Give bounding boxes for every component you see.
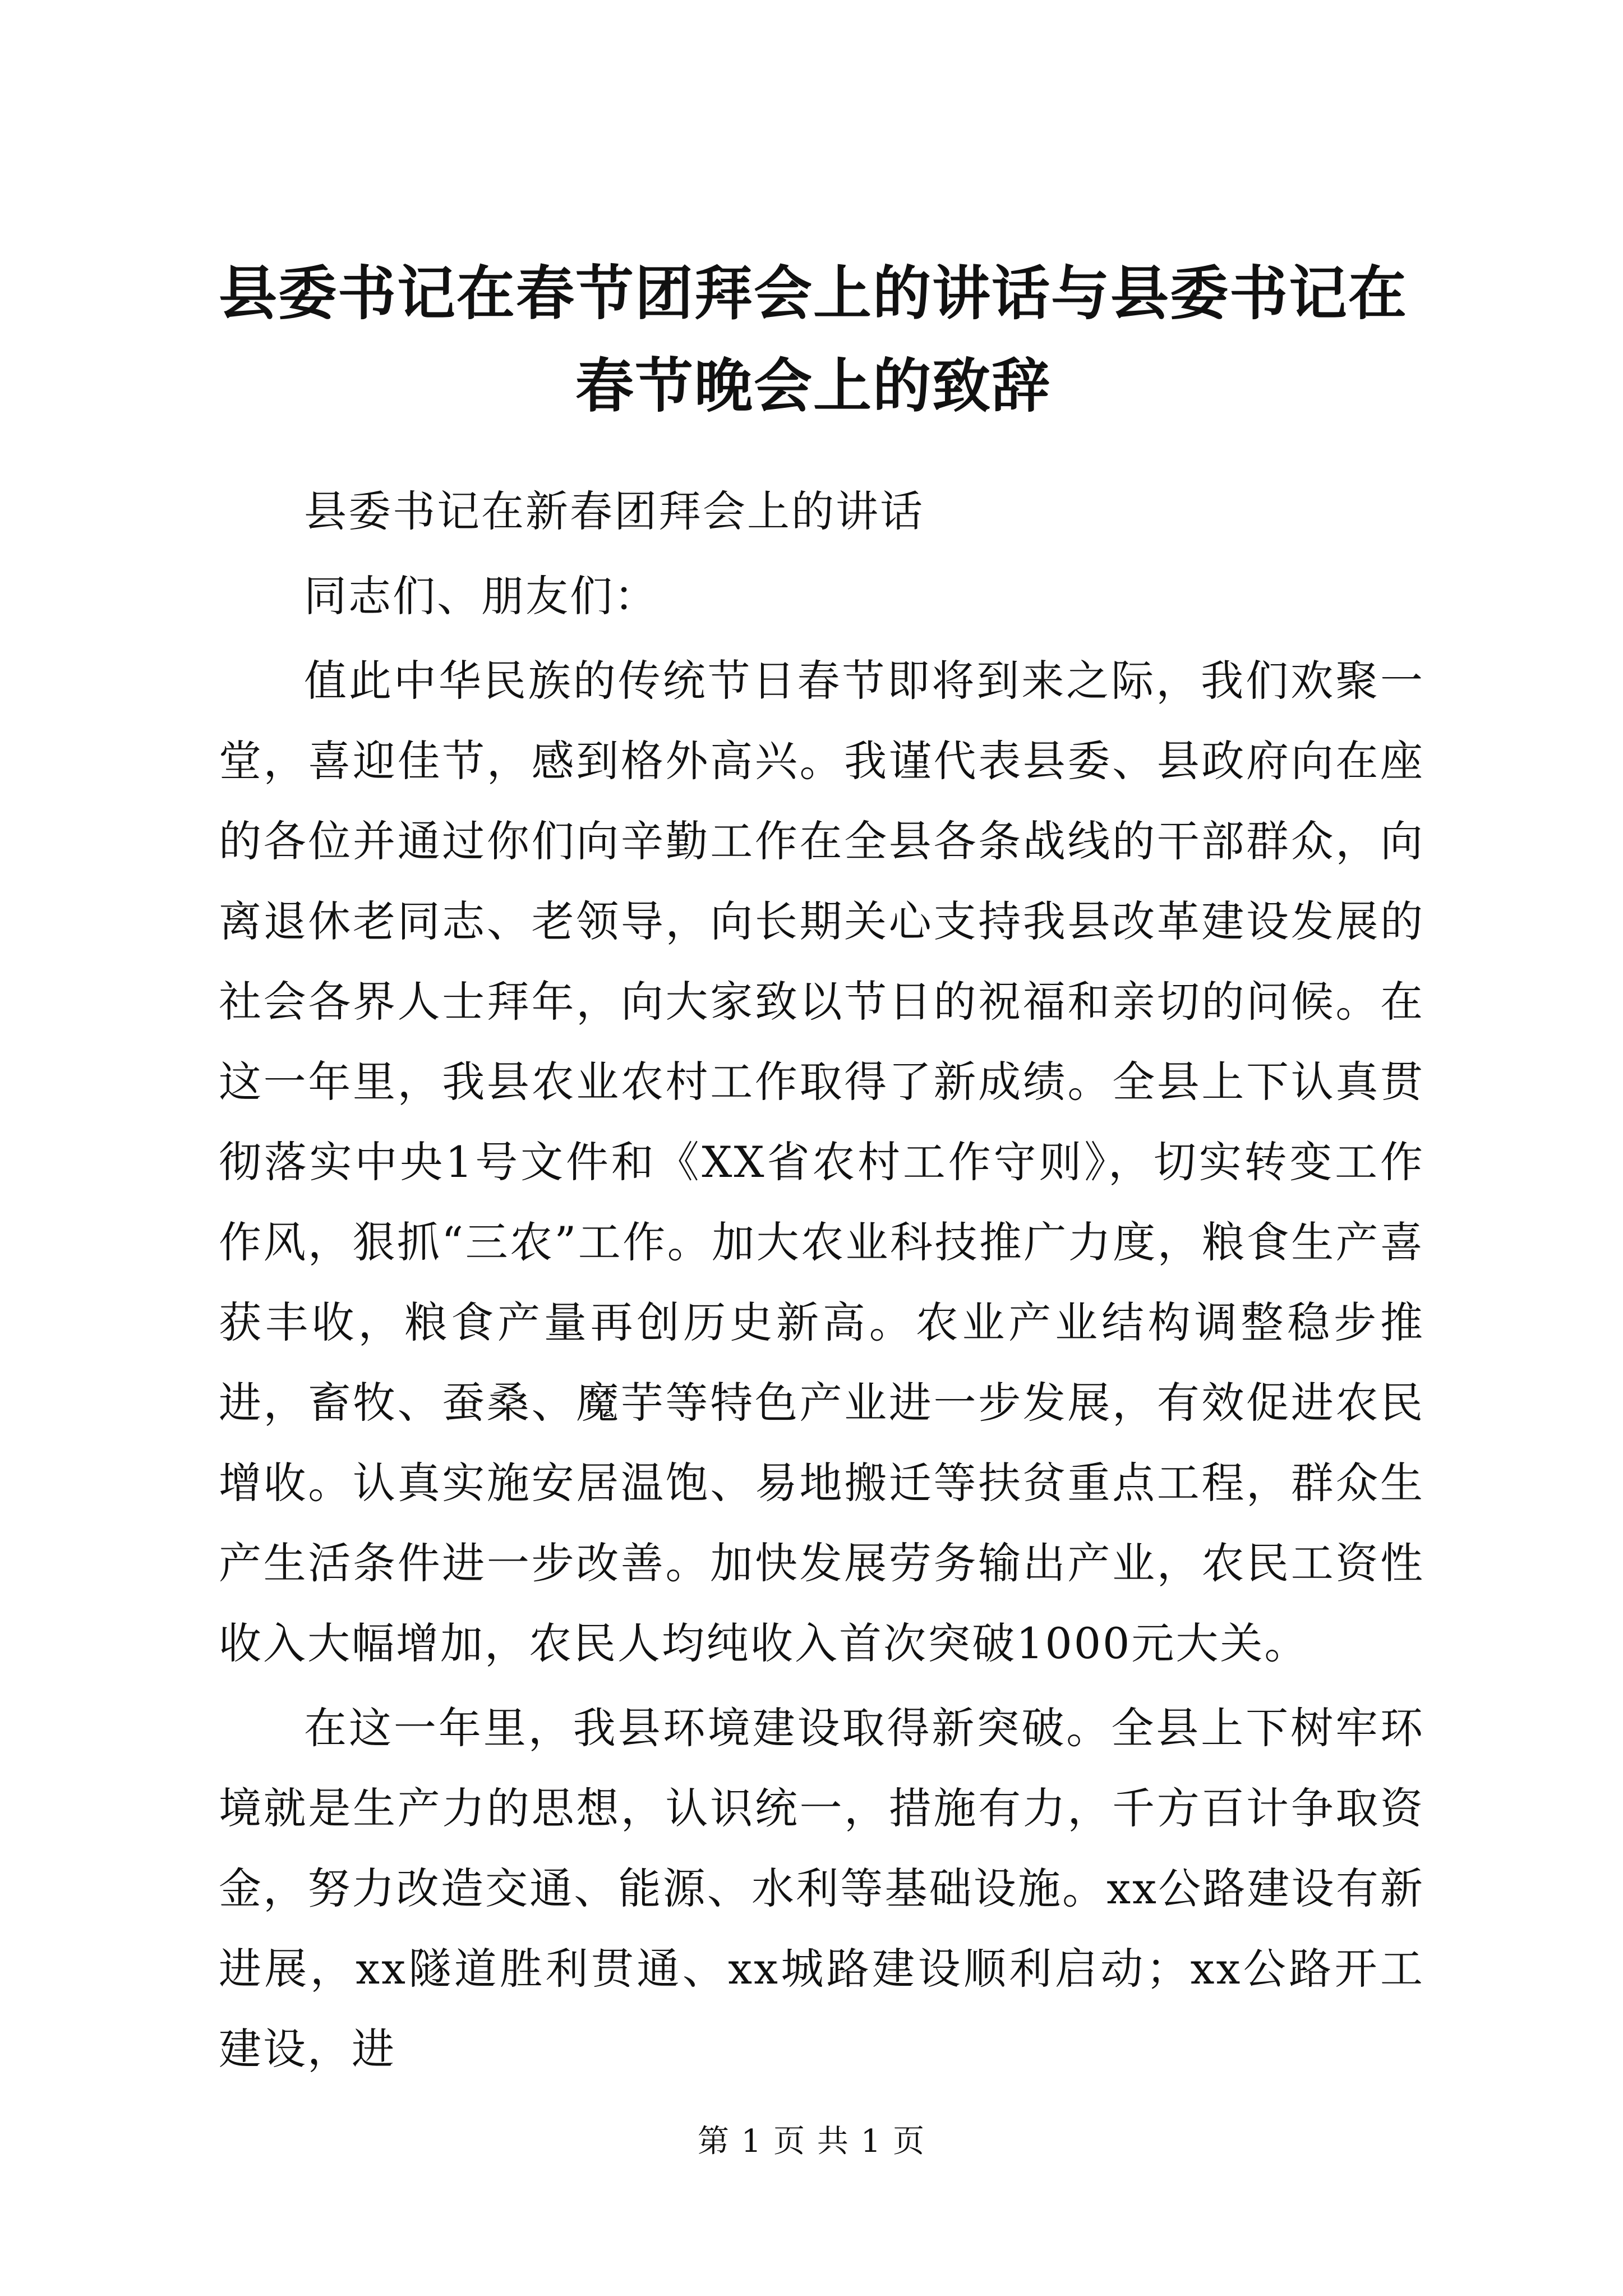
page-footer: 第 1 页 共 1 页 [697,2123,926,2160]
subtitle-paragraph: 县委书记在新春团拜会上的讲话 [304,486,924,536]
document-title [219,247,1408,432]
document-body [219,471,1424,2093]
body-paragraph: 在这一年里，我县环境建设取得新突破。全县上下树牢环境就是生产力的思想，认识统一，措施有力，千方百计争取资金，努力改造交通、能源、水利等基础设施。xx公路建设有新进展，xx隧道胜利贯通、xx城路建设顺利启动；xx公路开工建设，进 [219,1703,1424,2074]
body-paragraph: 值此中华民族的传统节日春节即将到来之际，我们欢聚一堂，喜迎佳节，感到格外高兴。我谨代表县委、县政府向在座的各位并通过你们向辛勤工作在全县各条战线的干部群众，向离退休老同志、老领导，向长期关心支持我县改革建设发展的社会各界人士拜年，向大家致以节日的祝福和亲切的问候。在这一年里，我县农业农村工作取得了新成绩。全县上下认真贯彻落实中央1号文件和《XX省农村工作守则》，切实转变工作作风，狠抓“三农”工作。加大农业科技推广力度，粮食生产喜获丰收，粮食产量再创历史新高。农业产业结构调整稳步推进，畜牧、蚕桑、魔芋等特色产业进一步发展，有效促进农民增收。认真实施安居温饱、易地搬迁等扶贫重点工程，群众生产生活条件进一步改善。加快发展劳务输出产业，农民工资性收入大幅增加，农民人均纯收入首次突破1000元大关。 [219,656,1424,1668]
title-line-2: 春节晚会上的致辞 [575,351,1051,420]
title-line-1: 县委书记在春节团拜会上的讲话与县委书记在 [219,259,1408,328]
salutation-paragraph: 同志们、朋友们： [304,571,658,621]
